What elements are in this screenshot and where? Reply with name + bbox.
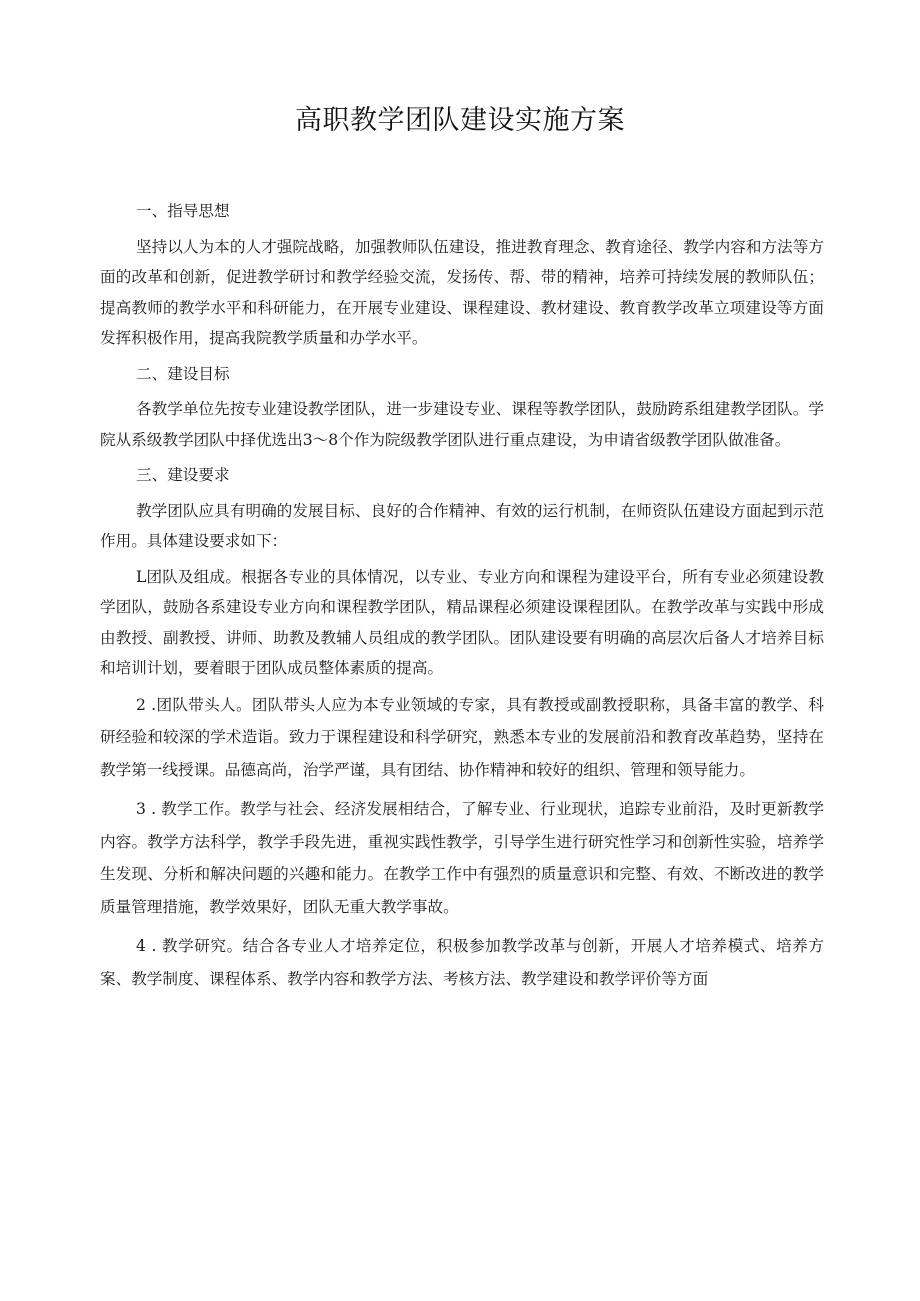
paragraph-team-leader: 2 .团队带头人。团队带头人应为本专业领域的专家，具有教授或副教授职称，具备丰富的教学、科研经验和较深的学术造诣。致力于课程建设和科学研究，熟悉本专业的发展前沿和教育改革趋势，坚持在教学第一线授课。品德高尚，治学严谨，具有团结、协作精神和较好的组织、管理和领导能力。 xyxy=(100,695,824,779)
document-body xyxy=(100,196,824,1002)
section-heading-guiding-ideology: 一、指导思想 xyxy=(136,202,230,220)
paragraph-teaching-research: 4 . 教学研究。结合各专业人才培养定位，积极参加教学改革与创新，开展人才培养模式、培养方案、教学制度、课程体系、教学内容和教学方法、考核方法、教学建设和教学评价等方面 xyxy=(100,937,824,988)
section-heading-construction-requirements: 三、建设要求 xyxy=(136,466,230,484)
paragraph-requirements-intro: 教学团队应具有明确的发展目标、良好的合作精神、有效的运行机制，在师资队伍建设方面起到示范作用。具体建设要求如下： xyxy=(100,501,824,550)
document-title: 高职教学团队建设实施方案 xyxy=(295,105,625,136)
section-heading-construction-goals: 二、建设目标 xyxy=(136,364,230,383)
paragraph-teaching-work: 3 . 教学工作。教学与社会、经济发展相结合，了解专业、行业现状，追踪专业前沿，及时更新教学内容。教学方法科学，教学手段先进，重视实践性教学，引导学生进行研究性学习和创新性实验，培养学生发现、分析和解决问题的兴趣和能力。在教学工作中有强烈的质量意识和完整、有效、不断改进的教学质量管理措施，教学效果好，团队无重大教学事故。 xyxy=(100,800,824,916)
paragraph-construction-goals: 各教学单位先按专业建设教学团队，进一步建设专业、课程等教学团队，鼓励跨系组建教学团队。学院从系级教学团队中择优选出3～8个作为院级教学团队进行重点建设，为申请省级教学团队做准备。 xyxy=(100,400,824,449)
paragraph-team-composition: L团队及组成。根据各专业的具体情况，以专业、专业方向和课程为建设平台，所有专业必须建设教学团队，鼓励各系建设专业方向和课程教学团队，精品课程必须建设课程团队。在教学改革与实践中形成由教授、副教授、讲师、助教及教辅人员组成的教学团队。团队建设要有明确的高层次后备人才培养目标和培训计划，要着眼于团队成员整体素质的提高。 xyxy=(100,567,824,677)
paragraph-guiding-ideology: 坚持以人为本的人才强院战略，加强教师队伍建设，推进教育理念、教育途径、教学内容和方法等方面的改革和创新，促进教学研讨和教学经验交流，发扬传、帮、带的精神，培养可持续发展的教师队伍；提高教师的教学水平和科研能力，在开展专业建设、课程建设、教材建设、教育教学改革立项建设等方面发挥积极作用，提高我院教学质量和办学水平。 xyxy=(100,237,824,347)
